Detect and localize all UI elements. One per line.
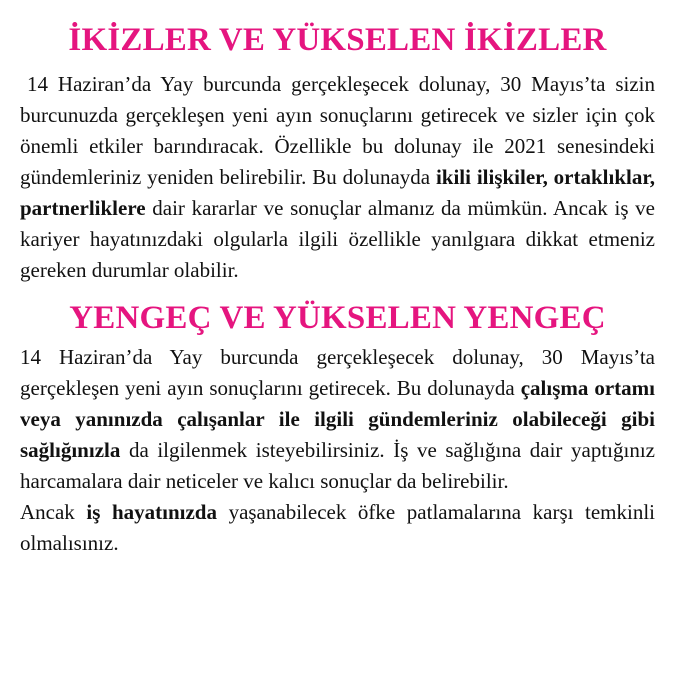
body-bold-text: çalışma ortamı veya yanınızda çalışanlar ile ilgili gündemleriniz olabileceği gibi sağlığınızla bbox=[20, 376, 656, 462]
body-bold-text: ikili ilişkiler, ortaklıklar, partnerliklere bbox=[20, 165, 655, 220]
section-body-yengec bbox=[20, 342, 655, 497]
body-bold-text: iş hayatınızda bbox=[86, 500, 217, 524]
section-title-ikizler: İKİZLER VE YÜKSELEN İKİZLER bbox=[68, 22, 607, 58]
section-body-yengec-closing bbox=[20, 497, 655, 559]
body-text: yaşanabilecek öfke patlamalarına karşı temkinli olmalısınız. bbox=[20, 500, 656, 555]
body-text: dair kararlar ve sonuçlar almanız da mümkün. Ancak iş ve kariyer hayatınızdaki olgularla ilgili özellikle yanılgıara dikkat etmeniz gereken durumlar olabilir. bbox=[20, 196, 655, 282]
section-body-ikizler bbox=[20, 69, 655, 286]
body-text: 14 Haziran’da Yay burcunda gerçekleşecek dolunay, 30 Mayıs’ta sizin burcunuzda gerçekleşen yeni ayın sonuçlarını getirecek ve sizler için çok önemli etkiler barındıracak. Özellikle bu dolunay ile 2021 senesindeki gündemleriniz yeniden belirebilir. Bu dolunayda bbox=[20, 72, 655, 189]
section-title-yengec: YENGEÇ VE YÜKSELEN YENGEÇ bbox=[69, 300, 606, 336]
body-text: 14 Haziran’da Yay burcunda gerçekleşecek dolunay, 30 Mayıs’ta gerçekleşen yeni ayın sonuçlarını getirecek. Bu dolunayda bbox=[20, 345, 655, 400]
body-text: da ilgilenmek isteyebilirsiniz. İş ve sağlığına dair yaptığınız harcamalara dair neticeler ve kalıcı sonuçlar da belirebilir. bbox=[20, 438, 655, 493]
body-text: Ancak bbox=[20, 500, 87, 524]
